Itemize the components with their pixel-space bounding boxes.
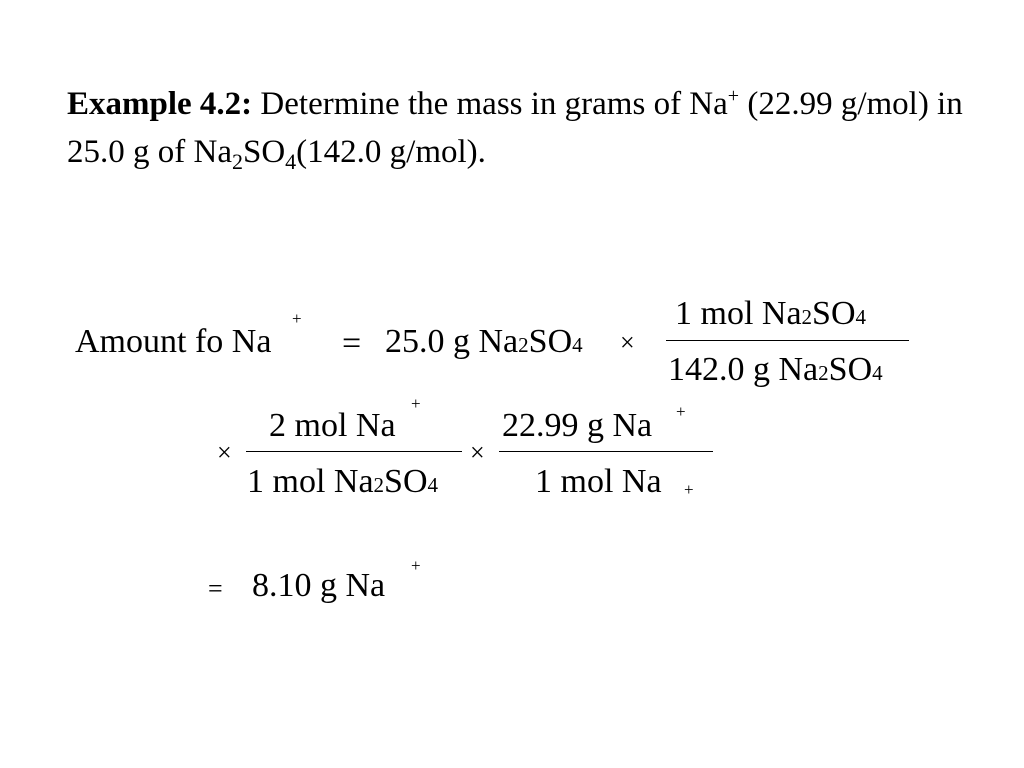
fraction-3-den-plus: + (684, 480, 694, 499)
fraction-2-num-plus: + (411, 394, 421, 413)
fraction-1-bar (666, 340, 909, 341)
fraction-1-numerator: 1 mol Na2SO4 (675, 295, 867, 332)
fraction-1-denominator: 142.0 g Na2SO4 (668, 351, 883, 388)
subscript-2: 2 (231, 149, 243, 174)
fraction-2-bar (246, 451, 462, 452)
fraction-2-denominator: 1 mol Na2SO4 (247, 463, 439, 500)
problem-text-1: Determine the mass in grams of Na (252, 86, 728, 122)
problem-text-4: (142.0 g/mol). (296, 134, 486, 170)
times-sign-3: × (470, 438, 485, 467)
times-sign-2: × (217, 438, 232, 467)
fraction-3-numerator: 22.99 g Na (502, 407, 653, 444)
problem-text-2: (22.99 g/mol) in 25.0 g of Na (67, 86, 963, 170)
fraction-3-bar (499, 451, 713, 452)
result-plus-sup: + (411, 556, 421, 575)
lhs-amount-label: Amount fo Na (75, 323, 272, 360)
na-plus-sup: + (727, 85, 740, 107)
result-equals-sign: = (208, 574, 223, 603)
subscript-4: 4 (285, 149, 297, 174)
given-mass: 25.0 g Na2SO4 (385, 323, 583, 360)
fraction-3-denominator: 1 mol Na (535, 463, 662, 500)
example-label: Example 4.2: (67, 86, 253, 122)
problem-text-3: SO (242, 134, 286, 170)
fraction-3-num-plus: + (676, 402, 686, 421)
fraction-2-numerator: 2 mol Na (269, 407, 396, 444)
lhs-plus-sup: + (292, 309, 302, 328)
equals-sign: = (342, 325, 362, 362)
times-sign-1: × (620, 328, 635, 357)
result-value: 8.10 g Na (252, 567, 386, 604)
problem-statement (67, 80, 1002, 176)
